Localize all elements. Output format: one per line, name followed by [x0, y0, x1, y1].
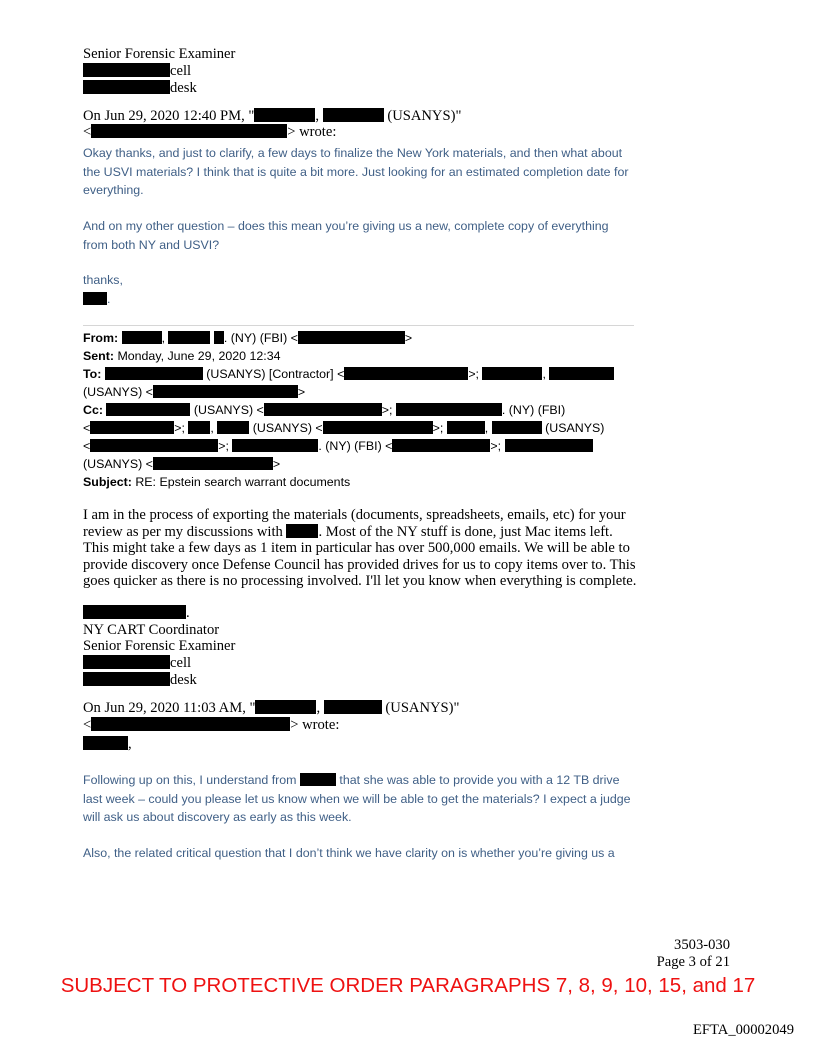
header-cc-line1: Cc: (USANYS) < >; . (NY) (FBI) [83, 403, 566, 417]
redaction-block [392, 439, 490, 452]
redaction-block [324, 700, 382, 714]
sig2-desk: desk [83, 672, 197, 689]
redaction-block [217, 421, 249, 434]
sig2-name: . [83, 605, 190, 622]
sig2-title: Senior Forensic Examiner [83, 638, 236, 654]
redaction-block [168, 331, 210, 344]
redaction-block [106, 403, 190, 416]
redaction-block [188, 421, 210, 434]
header-cc-line4: (USANYS) < > [83, 457, 281, 471]
redaction-block [323, 108, 384, 122]
redaction-block [396, 403, 502, 416]
redaction-block [549, 367, 614, 380]
redaction-block [90, 439, 218, 452]
redaction-block [264, 403, 382, 416]
email2-wrote-line: < > wrote: [83, 717, 340, 733]
protective-order-banner: SUBJECT TO PROTECTIVE ORDER PARAGRAPHS 7, 8, 9, 10, 15, and 17 [60, 974, 756, 997]
redaction-block [91, 124, 287, 138]
header-cc-line2: < >; , (USANYS) < >; , (USANYS) [83, 421, 605, 435]
header-from: From: , . (NY) (FBI) < > [83, 331, 413, 345]
header-divider [83, 325, 634, 326]
redaction-block [300, 773, 336, 786]
redaction-block [255, 700, 316, 714]
top-signature-desk: desk [83, 80, 197, 97]
email1-paragraph-2: And on my other question – does this mean you’re giving us a new, complete copy of everything from both NY and USVI? [83, 219, 609, 252]
email1-on-line: On Jun 29, 2020 12:40 PM, " , (USANYS)" [83, 108, 462, 124]
redaction-block [83, 63, 170, 77]
redaction-block [153, 457, 273, 470]
redaction-block [447, 421, 485, 434]
top-signature-title: Senior Forensic Examiner [83, 46, 236, 62]
redaction-block [83, 672, 170, 686]
header-sent: Sent: Monday, June 29, 2020 12:34 [83, 349, 281, 363]
redaction-block [286, 524, 318, 538]
redaction-block [83, 605, 186, 619]
email1-thanks: thanks, [83, 273, 123, 287]
bates-number: EFTA_00002049 [693, 1022, 794, 1038]
body-paragraph: I am in the process of exporting the materials (documents, spreadsheets, emails, etc) for your review as per my discussions with . Most of the NY stuff is done, just Mac items left. This might take a few days as 1 item in particular has over 500,000 emails. We will be able to provide discovery once Defense Council has provided drives for us to copy items over to. This goes quicker as there is no processing involved. I'll let you know when everything is complete. [83, 507, 637, 589]
redaction-block [91, 717, 290, 731]
redaction-block [232, 439, 318, 452]
redaction-block [105, 367, 203, 380]
email2-paragraph-2: Also, the related critical question that I don’t think we have clarity on is whether you’re giving us a [83, 846, 615, 860]
redaction-block [122, 331, 162, 344]
redaction-block [505, 439, 593, 452]
header-to-line2: (USANYS) < > [83, 385, 306, 399]
email2-on-line: On Jun 29, 2020 11:03 AM, " , (USANYS)" [83, 700, 460, 716]
email2-paragraph-1: Following up on this, I understand from that she was able to provide you with a 12 TB drive last week – could you please let us know when we will be able to get the materials? I expect a judge will ask us about discovery as early as this week. [83, 773, 631, 824]
redaction-block [214, 331, 224, 344]
sig2-role: NY CART Coordinator [83, 622, 220, 638]
email1-paragraph-1: Okay thanks, and just to clarify, a few days to finalize the New York materials, and then what about the USVI materials? I think that is quite a bit more. Just looking for an estimated completion date for everything. [83, 146, 629, 197]
redaction-block [298, 331, 405, 344]
redaction-block [83, 655, 170, 669]
top-signature-cell: cell [83, 63, 191, 80]
email1-signoff: . [83, 290, 110, 309]
redaction-block [83, 736, 128, 750]
redaction-block [492, 421, 542, 434]
redaction-block [344, 367, 468, 380]
redaction-block [83, 80, 170, 94]
email2-greeting: , [83, 736, 132, 753]
sig2-cell: cell [83, 655, 191, 672]
redaction-block [323, 421, 433, 434]
redaction-block [153, 385, 298, 398]
header-subject: Subject: RE: Epstein search warrant documents [83, 475, 351, 489]
header-to-line1: To: (USANYS) [Contractor] < >; , [83, 365, 614, 384]
redaction-block [83, 292, 107, 305]
redaction-block [482, 367, 542, 380]
redaction-block [90, 421, 174, 434]
exhibit-number: 3503-030 [674, 937, 730, 953]
header-cc-line3: < >; . (NY) (FBI) < >; [83, 437, 593, 456]
redaction-block [254, 108, 315, 122]
email1-wrote-line: < > wrote: [83, 124, 337, 140]
page-number: Page 3 of 21 [656, 954, 730, 970]
